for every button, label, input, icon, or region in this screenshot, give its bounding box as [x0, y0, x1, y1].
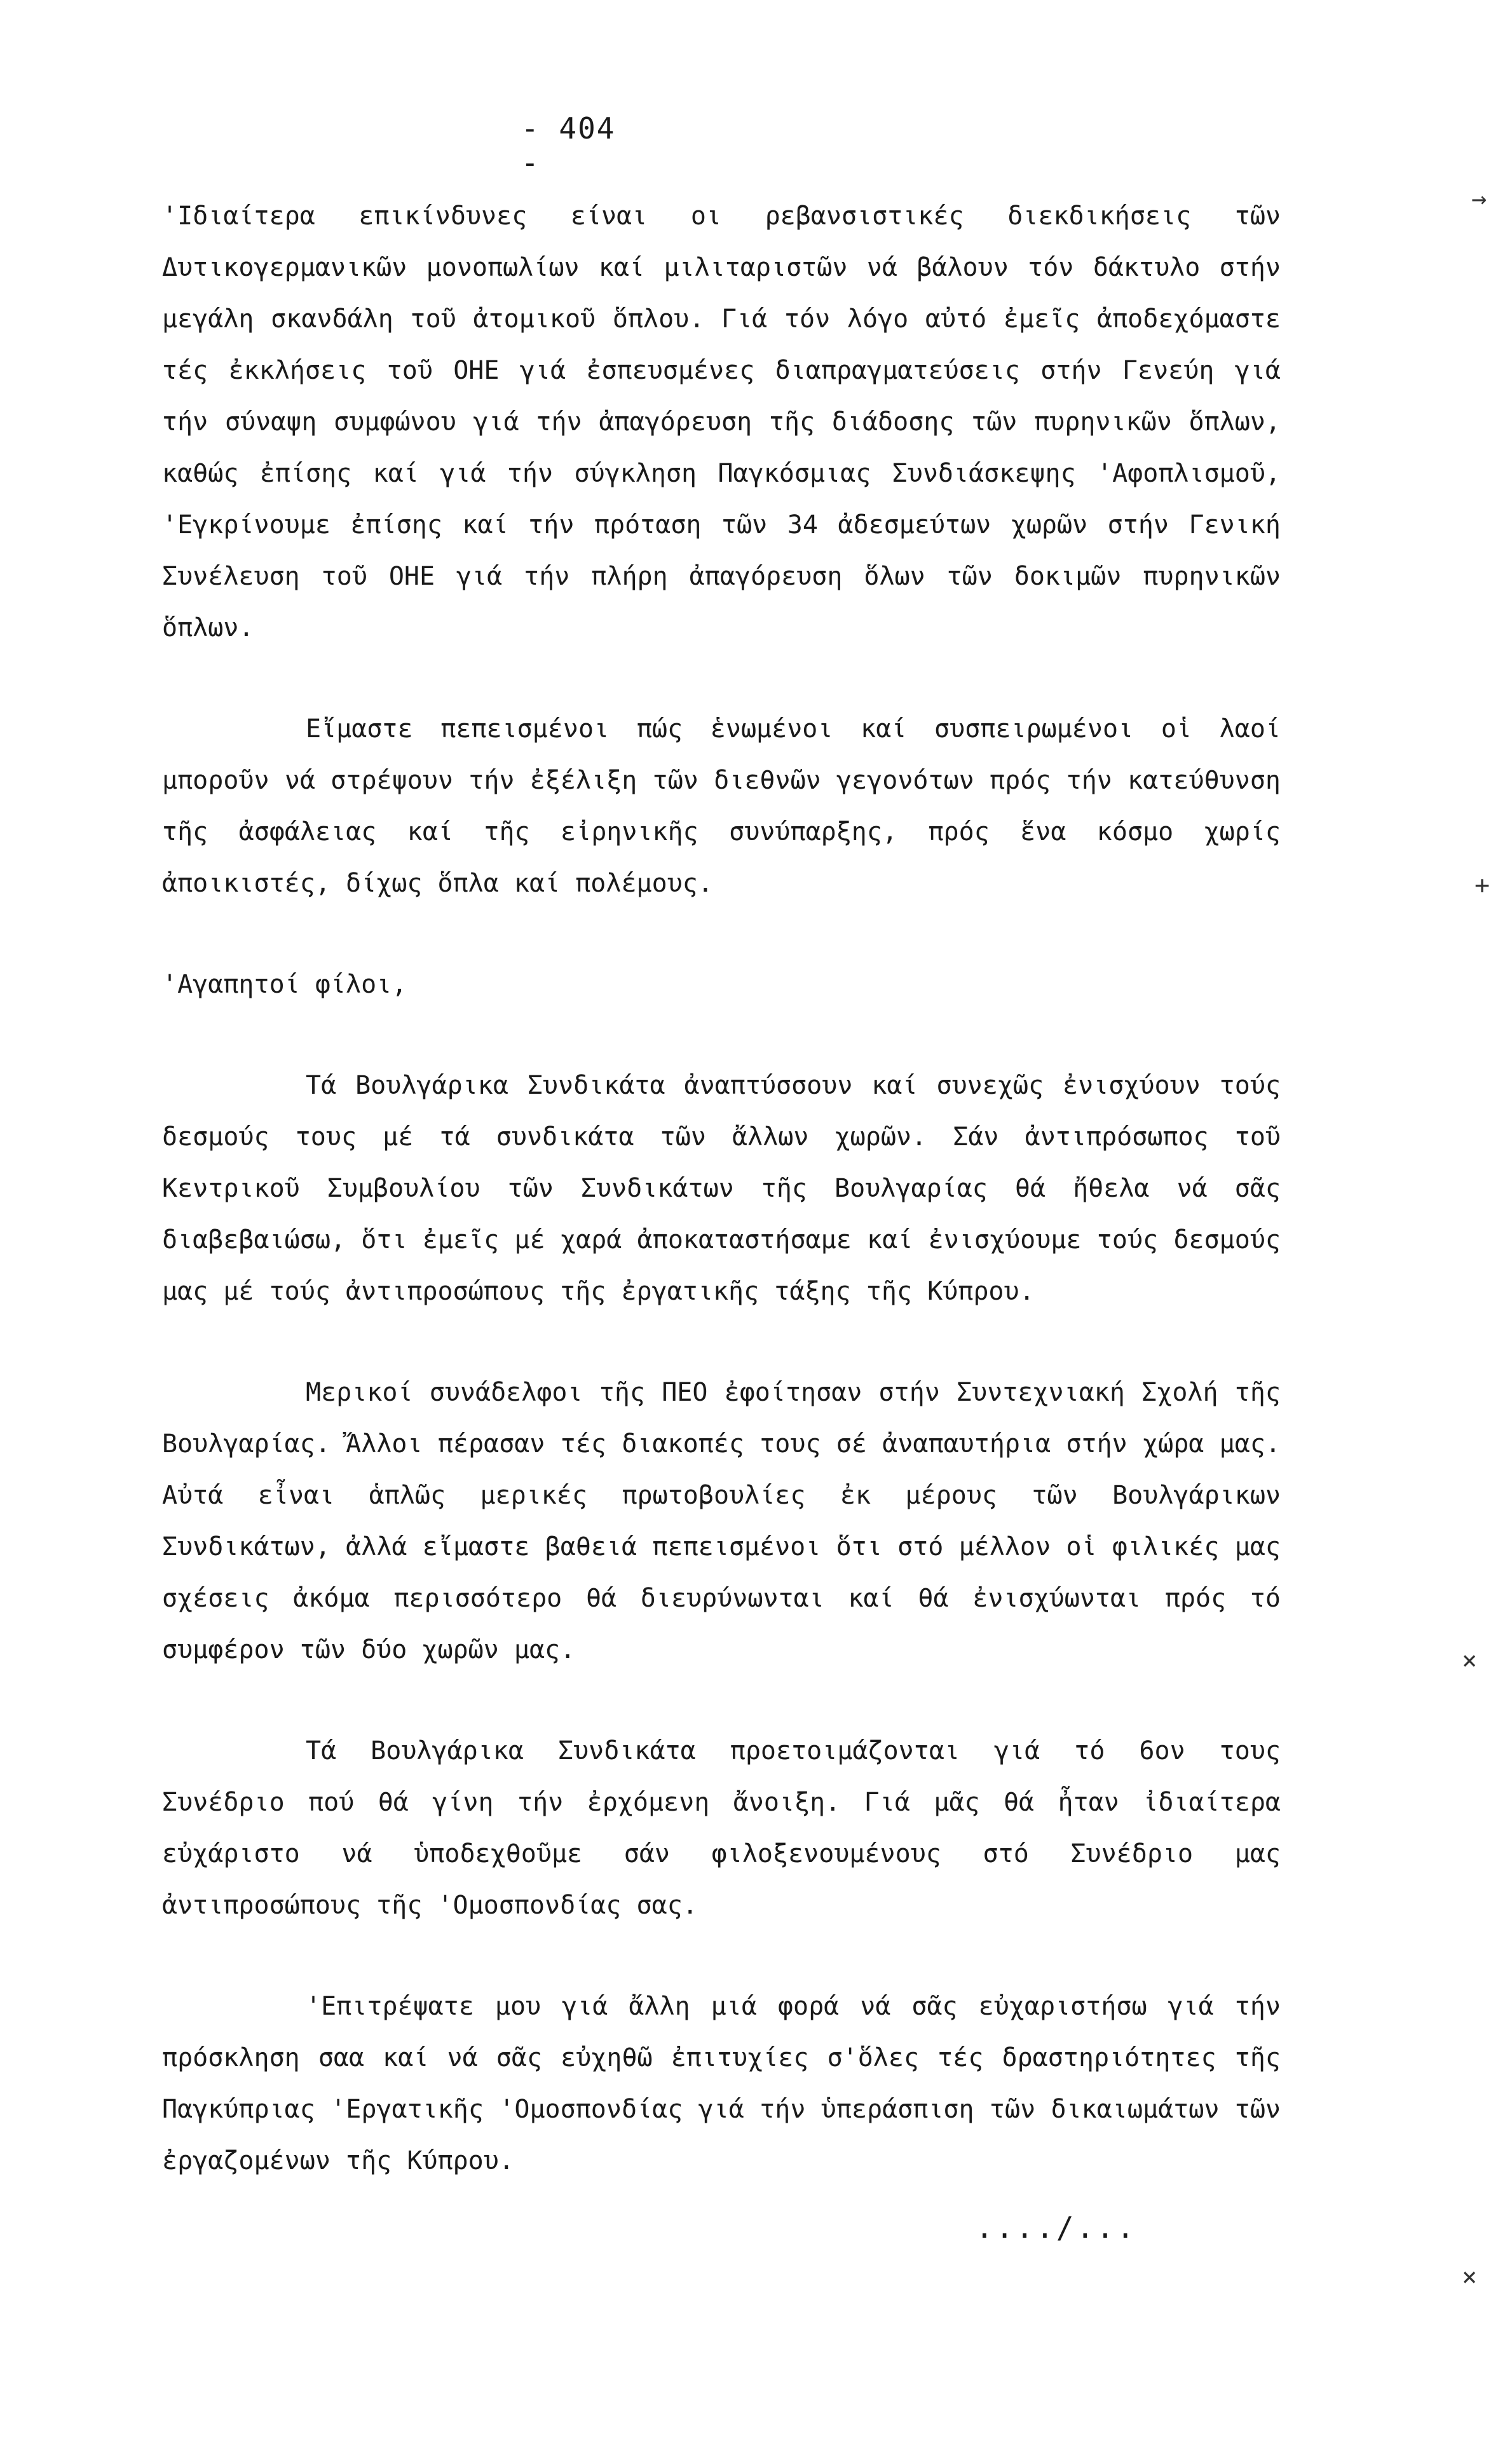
margin-tick-mark: ×: [1462, 1646, 1478, 1675]
document-body: [162, 191, 1281, 2236]
page-number: - 404 -: [521, 111, 616, 180]
paragraph-6: 'Επιτρέψατε μου γιά ἄλλη μιά φορά νά σᾶς εὐχαριστήσω γιά τήν πρόσκληση σαα καί νά σᾶς εὐχηθῶ ἐπιτυχίες σ'ὅλες τές δραστηριότητες τῆς Παγκύπριας 'Εργατικῆς 'Ομοσπονδίας γιά τήν ὑπεράσπιση τῶν δικαιωμάτων τῶν ἐργαζομένων τῆς Κύπρου.: [162, 1992, 1281, 2175]
continuation-marker: ..../...: [976, 2210, 1137, 2245]
paragraph-1: 'Ιδιαίτερα επικίνδυνες είναι οι ρεβανσιστικές διεκδικήσεις τῶν Δυτικογερμανικῶν μονοπωλίων καί μιλιταριστῶν νά βάλουν τόν δάκτυλο στήν μεγάλη σκανδάλη τοῦ ἀτομικοῦ ὅπλου. Γιά τόν λόγο αὐτό ἐμεῖς ἀποδεχόμαστε τές ἐκκλήσεις τοῦ ΟΗΕ γιά ἐσπευσμένες διαπραγματεύσεις στήν Γενεύη γιά τήν σύναψη συμφώνου γιά τήν ἀπαγόρευση τῆς διάδοσης τῶν πυρηνικῶν ὅπλων, καθώς ἐπίσης καί γιά τήν σύγκληση Παγκόσμιας Συνδιάσκεψης 'Αφοπλισμοῦ, 'Εγκρίνουμε ἐπίσης καί τήν πρόταση τῶν 34 ἀδεσμεύτων χωρῶν στήν Γενική Συνέλευση τοῦ ΟΗΕ γιά τήν πλήρη ἀπαγόρευση ὅλων τῶν δοκιμῶν πυρηνικῶν ὅπλων.: [162, 201, 1281, 643]
paragraph-3: Τά Βουλγάρικα Συνδικάτα ἀναπτύσσουν καί συνεχῶς ἐνισχύουν τούς δεσμούς τους μέ τά συνδικάτα τῶν ἄλλων χωρῶν. Σάν ἀντιπρόσωπος τοῦ Κεντρικοῦ Συμβουλίου τῶν Συνδικάτων τῆς Βουλγαρίας θά ἤθελα νά σᾶς διαβεβαιώσω, ὅτι ἐμεῖς μέ χαρά ἀποκαταστήσαμε καί ἐνισχύουμε τούς δεσμούς μας μέ τούς ἀντιπροσώπους τῆς ἐργατικῆς τάξης τῆς Κύπρου.: [162, 1071, 1281, 1306]
paragraph-4: Μερικοί συνάδελφοι τῆς ΠΕΟ ἐφοίτησαν στήν Συντεχνιακή Σχολή τῆς Βουλγαρίας. Ἄλλοι πέρασαν τές διακοπές τους σέ ἀναπαυτήρια στήν χώρα μας. Αὐτά εἶναι ἁπλῶς μερικές πρωτοβουλίες ἐκ μέρους τῶν Βουλγάρικων Συνδικάτων, ἀλλά εἴμαστε βαθειά πεπεισμένοι ὅτι στό μέλλον οἱ φιλικές μας σχέσεις ἀκόμα περισσότερο θά διευρύνωνται καί θά ἐνισχύωνται πρός τό συμφέρον τῶν δύο χωρῶν μας.: [162, 1378, 1281, 1664]
paragraph-2: Εἴμαστε πεπεισμένοι πώς ἑνωμένοι καί συσπειρωμένοι οἱ λαοί μποροῦν νά στρέψουν τήν ἐξέλιξη τῶν διεθνῶν γεγονότων πρός τήν κατεύθυνση τῆς ἀσφάλειας καί τῆς εἰρηνικῆς συνύπαρξης, πρός ἕνα κόσμο χωρίς ἀποικιστές, δίχως ὅπλα καί πολέμους.: [162, 714, 1281, 898]
margin-tick-mark: ×: [1462, 2263, 1478, 2292]
margin-tick-mark: +: [1475, 871, 1490, 900]
paragraph-5: Τά Βουλγάρικα Συνδικάτα προετοιμάζονται γιά τό 6ον τους Συνέδριο πού θά γίνη τήν ἐρχόμενη ἄνοιξη. Γιά μᾶς θά ἦταν ἰδιαίτερα εὐχάριστο νά ὑποδεχθοῦμε σάν φιλοξενουμένους στό Συνέδριο μας ἀντιπροσώπους τῆς 'Ομοσπονδίας σας.: [162, 1736, 1281, 1920]
margin-tick-mark: →: [1471, 184, 1487, 214]
salutation: 'Αγαπητοί φίλοι,: [162, 970, 407, 999]
